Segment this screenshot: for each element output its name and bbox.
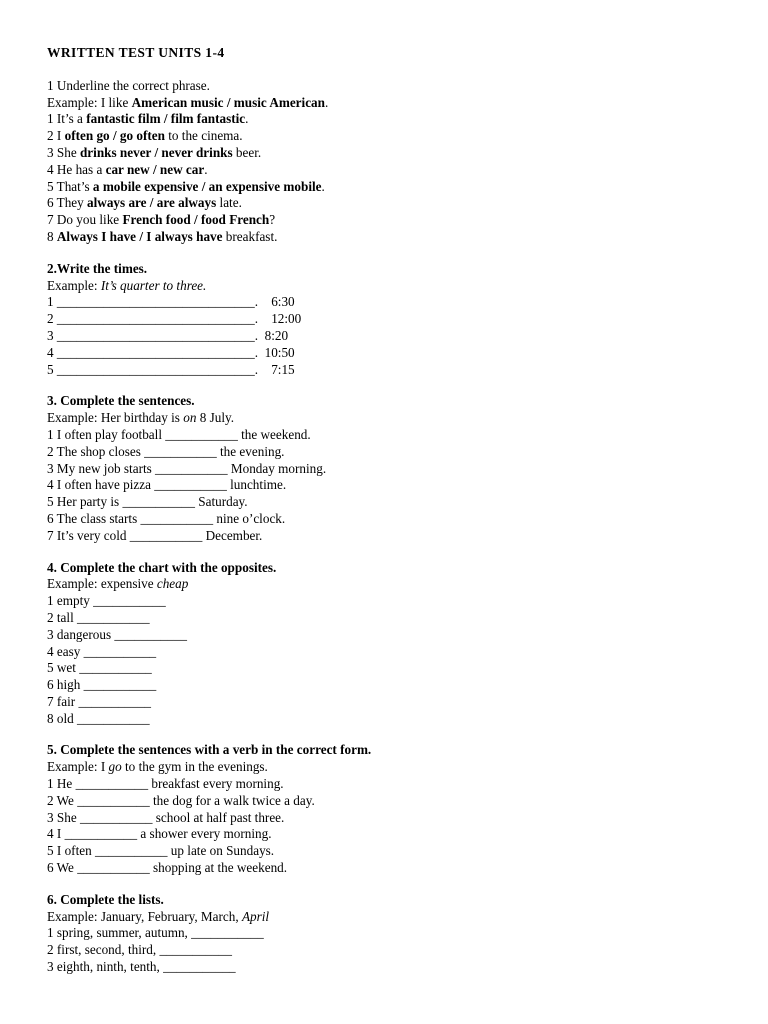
example-line [47, 95, 747, 112]
answer-options: often go / go often [64, 128, 165, 144]
text-run: 2 first, second, third, ___________ [47, 942, 232, 958]
text-run: 1 He ___________ breakfast every morning. [47, 776, 284, 792]
exercise-item [47, 677, 747, 694]
section-1 [47, 78, 747, 246]
section-3 [47, 393, 747, 544]
exercise-item [47, 627, 747, 644]
text-run: 2 The shop closes ___________ the evening. [47, 443, 285, 459]
exercise-item [47, 427, 747, 444]
text-run: 1 empty ___________ [47, 593, 166, 609]
example-answer: cheap [156, 576, 189, 592]
text-run: 2 ______________________________. 12:00 [47, 311, 302, 327]
section-heading: 3. Complete the sentences. [47, 393, 195, 409]
exercise-item [47, 345, 747, 362]
text-run: 3 eighth, ninth, tenth, ___________ [47, 959, 236, 975]
section-5 [47, 742, 747, 876]
text-run: 1 It’s a [47, 111, 87, 127]
text-run: to the cinema. [164, 128, 243, 144]
text-run: 5 wet ___________ [47, 660, 152, 676]
exercise-item [47, 461, 747, 478]
example-answer: go [108, 759, 122, 775]
text-run: Example: I [47, 759, 109, 775]
text-run: 2 We ___________ the dog for a walk twice a day. [47, 792, 315, 808]
text-run: 6 high ___________ [47, 677, 157, 693]
exercise-item [47, 610, 747, 627]
text-run: to the gym in the evenings. [121, 759, 268, 775]
text-run: 1 ______________________________. 6:30 [47, 294, 295, 310]
exercise-item [47, 843, 747, 860]
exercise-item [47, 860, 747, 877]
answer-options: fantastic film / film fantastic [86, 111, 246, 127]
exercise-item [47, 294, 747, 311]
exercise-item [47, 195, 747, 212]
exercise-item [47, 162, 747, 179]
text-run: Example: January, February, March, [47, 908, 242, 924]
exercise-item [47, 362, 747, 379]
text-run: . [324, 94, 329, 110]
text-run: 4 I often have pizza ___________ lunchtime. [47, 477, 287, 493]
example-line [47, 278, 747, 295]
text-run: . [321, 178, 325, 194]
text-run: ? [269, 212, 276, 228]
answer-options: a mobile expensive / an expensive mobile [92, 178, 322, 194]
example-line [47, 759, 747, 776]
exercise-item [47, 145, 747, 162]
exercise-item [47, 711, 747, 728]
text-run: 4 He has a [47, 161, 106, 177]
exercise-item [47, 810, 747, 827]
text-run: 4 easy ___________ [47, 643, 157, 659]
section-6 [47, 892, 747, 976]
text-run: 6 The class starts ___________ nine o’clock. [47, 510, 286, 526]
exercise-item [47, 511, 747, 528]
section-heading: 5. Complete the sentences with a verb in the correct form. [47, 742, 372, 758]
section-heading: 6. Complete the lists. [47, 891, 164, 907]
example-answer: It’s quarter to three. [100, 277, 207, 293]
text-run: 3 My new job starts ___________ Monday morning. [47, 460, 327, 476]
answer-options: French food / food French [122, 212, 270, 228]
text-run: Example: [47, 277, 101, 293]
text-run: 3 dangerous ___________ [47, 626, 187, 642]
text-run: 3 She ___________ school at half past three. [47, 809, 285, 825]
item-list [47, 776, 747, 877]
exercise-item [47, 660, 747, 677]
section-heading: 2.Write the times. [47, 260, 148, 276]
example-answer: April [241, 908, 270, 924]
exercise-item [47, 444, 747, 461]
text-run: 3 She [47, 144, 80, 160]
exercise-item [47, 942, 747, 959]
text-run: Example: Her birthday is [47, 410, 184, 426]
text-run: beer. [232, 144, 262, 160]
exercise-item [47, 128, 747, 145]
exercise-item [47, 593, 747, 610]
section-heading: 1 Underline the correct phrase. [47, 77, 210, 93]
item-list [47, 925, 747, 975]
exercise-item [47, 959, 747, 976]
exercise-item [47, 229, 747, 246]
text-run: 8 July. [196, 410, 235, 426]
exercise-item [47, 826, 747, 843]
example-answer: on [183, 410, 197, 426]
exercise-item [47, 212, 747, 229]
answer-options: always are / are always [87, 195, 217, 211]
text-run: late. [216, 195, 242, 211]
example-line [47, 909, 747, 926]
exercise-item [47, 925, 747, 942]
text-run: 8 old ___________ [47, 710, 150, 726]
text-run: 5 ______________________________. 7:15 [47, 361, 295, 377]
text-run: 4 ______________________________. 10:50 [47, 344, 295, 360]
answer-options: Always I have / I always have [56, 228, 223, 244]
item-list [47, 111, 747, 245]
exercise-item [47, 644, 747, 661]
exercise-item [47, 776, 747, 793]
text-run: 6 They [47, 195, 88, 211]
exercise-item [47, 111, 747, 128]
item-list [47, 294, 747, 378]
item-list [47, 427, 747, 545]
text-run: 6 We ___________ shopping at the weekend. [47, 860, 288, 876]
text-run: Example: I like [47, 94, 132, 110]
text-run: 4 I ___________ a shower every morning. [47, 826, 272, 842]
exercise-item [47, 477, 747, 494]
text-run: . [245, 111, 249, 127]
exercise-item [47, 494, 747, 511]
item-list [47, 593, 747, 727]
text-run: 1 I often play football ___________ the weekend. [47, 426, 311, 442]
text-run: 2 tall ___________ [47, 609, 150, 625]
text-run: 7 It’s very cold ___________ December. [47, 527, 263, 543]
example-line [47, 410, 747, 427]
section-heading: 4. Complete the chart with the opposites. [47, 559, 277, 575]
exercise-item [47, 311, 747, 328]
text-run: 1 spring, summer, autumn, ___________ [47, 925, 264, 941]
text-run: 7 Do you like [47, 212, 123, 228]
section-2 [47, 261, 747, 379]
text-run: 7 fair ___________ [47, 693, 152, 709]
text-run: . [204, 161, 208, 177]
text-run: 5 That’s [47, 178, 93, 194]
text-run: 3 ______________________________. 8:20 [47, 327, 289, 343]
exercise-item [47, 179, 747, 196]
worksheet [47, 45, 747, 991]
exercise-item [47, 694, 747, 711]
answer-options: drinks never / never drinks [79, 144, 233, 160]
answer-options: American music / music American [131, 94, 325, 110]
text-run: 2 I [47, 128, 65, 144]
text-run: Example: expensive [47, 576, 157, 592]
exercise-item [47, 793, 747, 810]
exercise-item [47, 528, 747, 545]
text-run: 5 I often ___________ up late on Sundays. [47, 843, 275, 859]
answer-options: car new / new car [105, 161, 205, 177]
example-line [47, 576, 747, 593]
text-run: 5 Her party is ___________ Saturday. [47, 494, 248, 510]
text-run: 8 [47, 228, 57, 244]
section-4 [47, 560, 747, 728]
page-title: WRITTEN TEST UNITS 1-4 [47, 45, 225, 60]
text-run: breakfast. [222, 228, 278, 244]
exercise-item [47, 328, 747, 345]
